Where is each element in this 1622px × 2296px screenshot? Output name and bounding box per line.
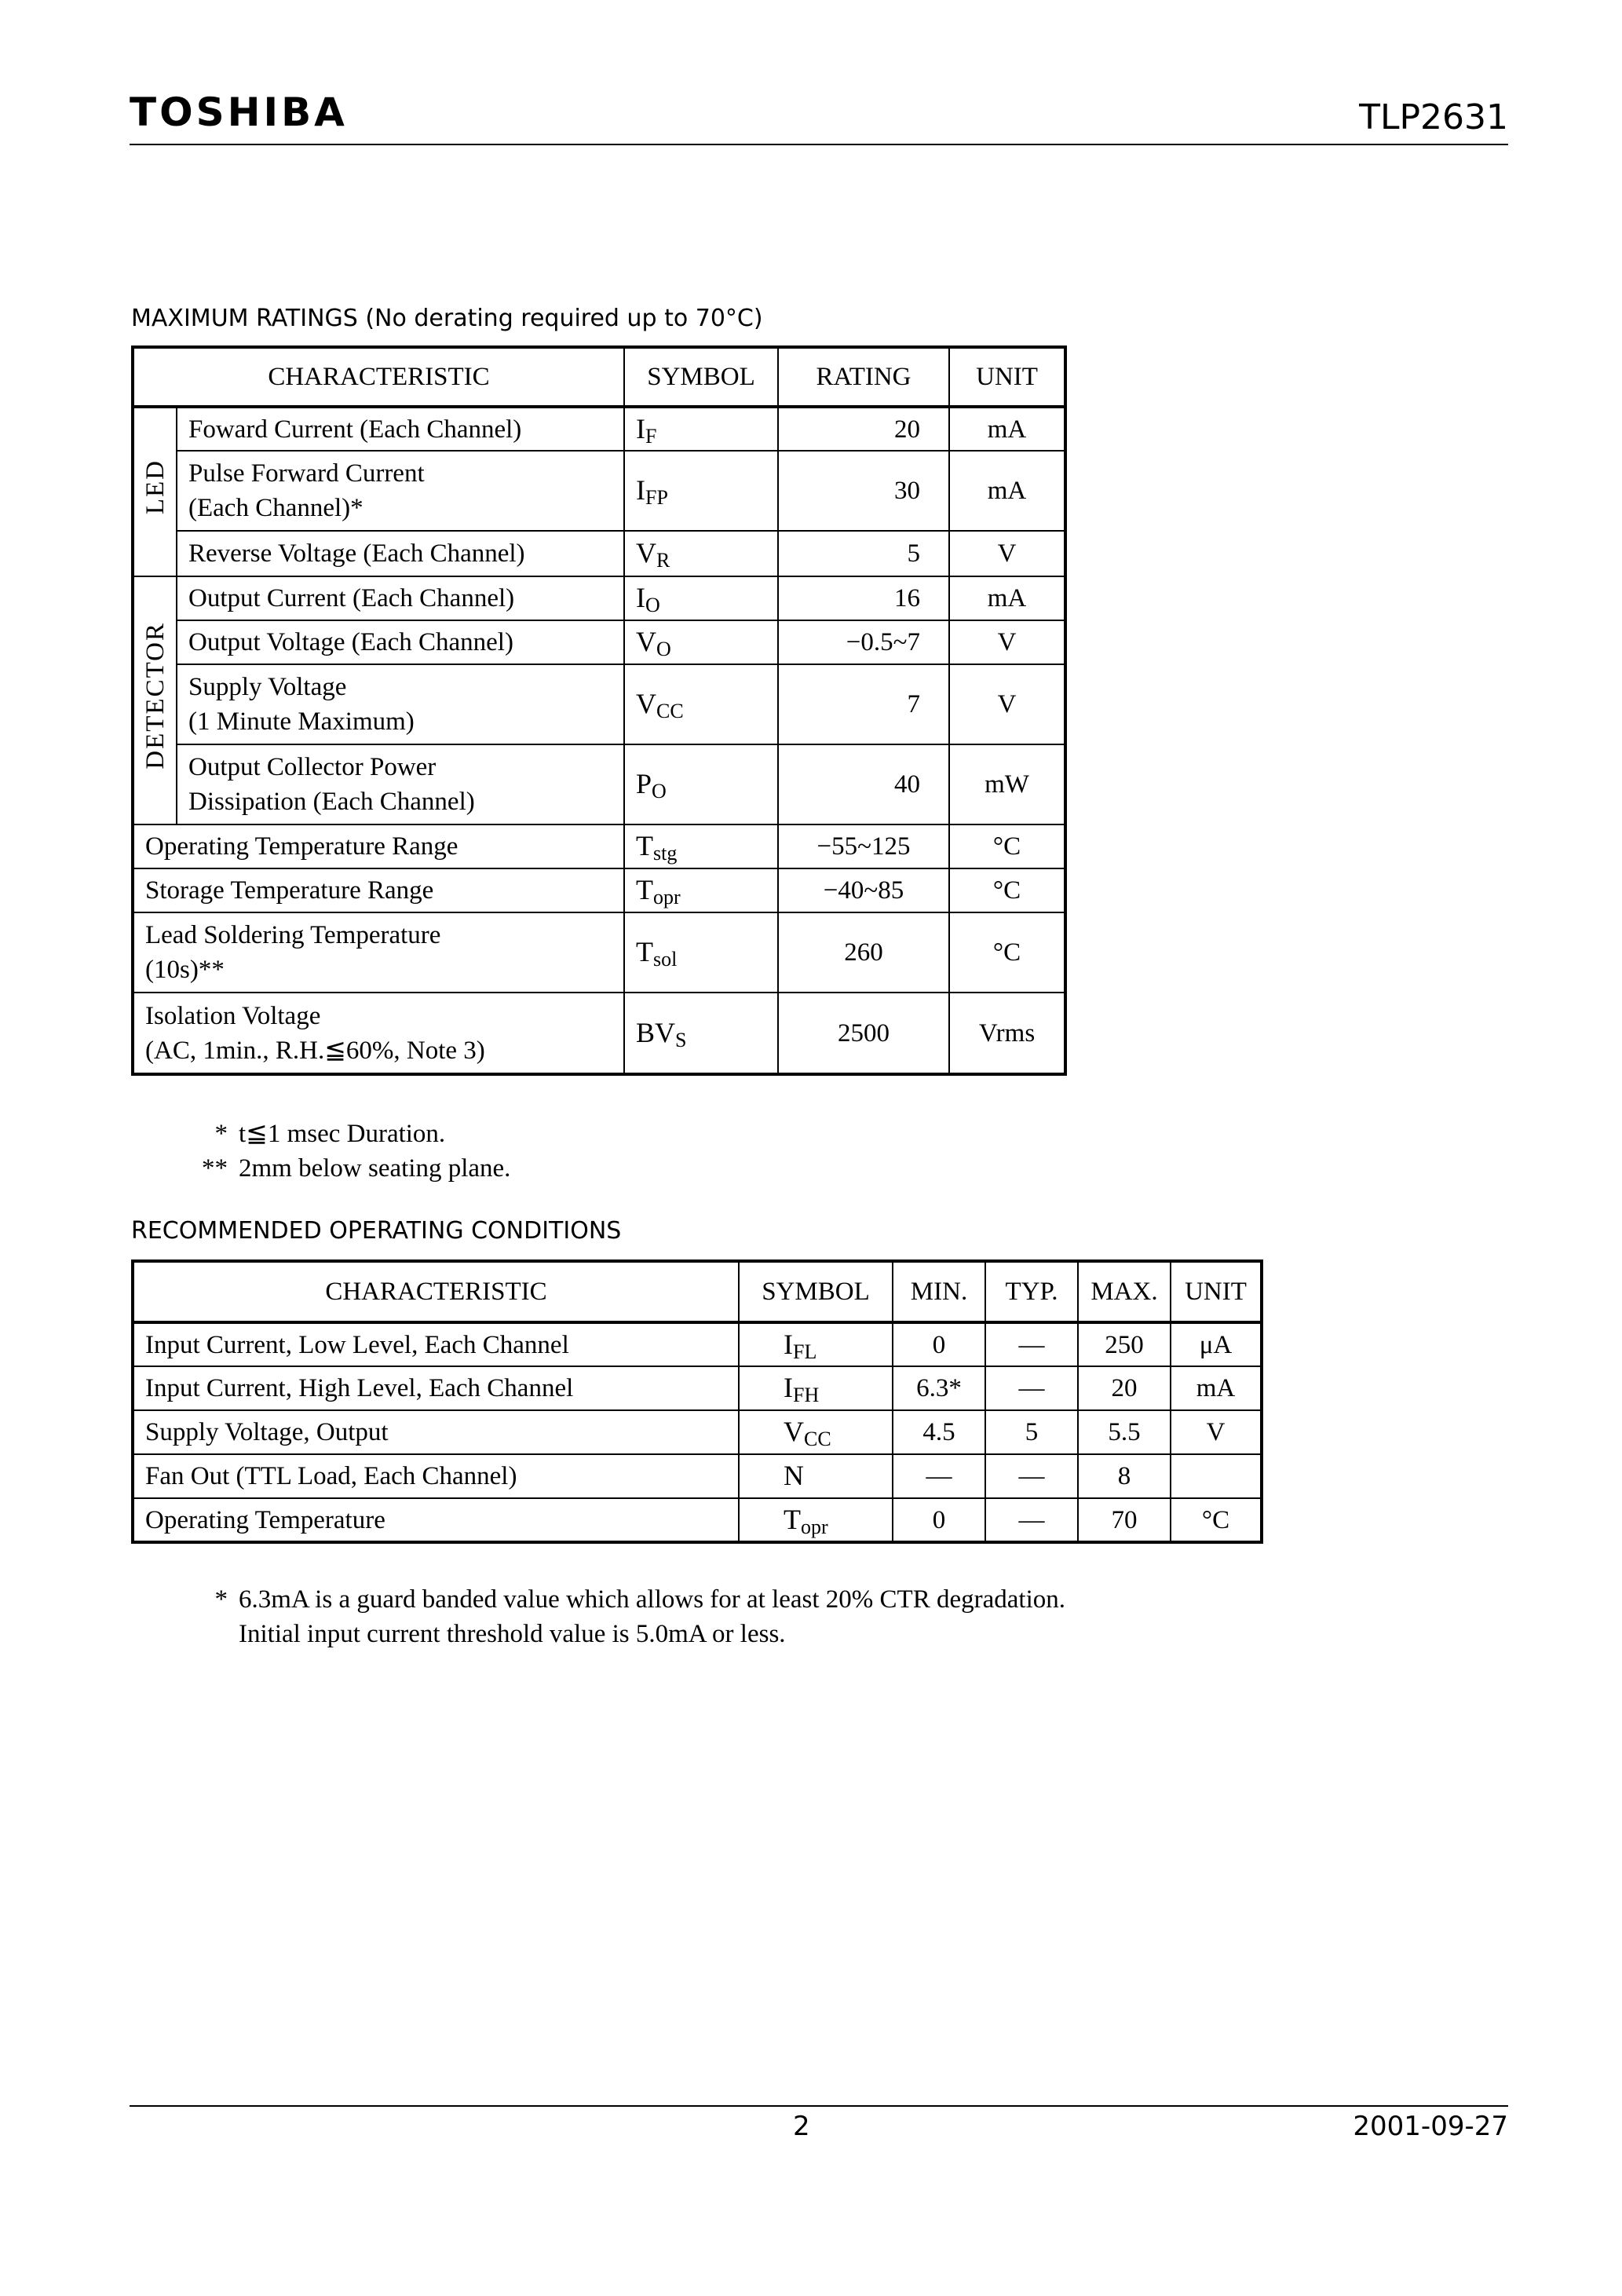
- max: 5.5: [1078, 1410, 1171, 1454]
- col-unit: UNIT: [1171, 1261, 1262, 1322]
- part-number: TLP2631: [1359, 97, 1508, 137]
- min: 0: [893, 1498, 985, 1542]
- symbol: $T_{opr}$: [739, 1498, 893, 1542]
- max: 250: [1078, 1322, 1171, 1366]
- max-ratings-notes: [196, 1117, 510, 1186]
- page-number: 2: [793, 2111, 810, 2142]
- rating: 2500: [778, 993, 949, 1074]
- max-ratings-title: MAXIMUM RATINGS (No derating required up to 70°C): [131, 305, 763, 332]
- rating: 40: [778, 744, 949, 824]
- unit: °C: [1171, 1498, 1262, 1542]
- min: 6.3*: [893, 1366, 985, 1410]
- table-row: [133, 868, 1065, 912]
- unit: V: [949, 531, 1065, 576]
- table-row: [133, 620, 1065, 664]
- characteristic: Input Current, High Level, Each Channel: [133, 1366, 739, 1410]
- min: 4.5: [893, 1410, 985, 1454]
- col-symbol: SYMBOL: [739, 1261, 893, 1322]
- max-ratings-table: [131, 345, 1067, 1076]
- table-row: [133, 824, 1065, 868]
- unit: Vrms: [949, 993, 1065, 1074]
- characteristic: Input Current, Low Level, Each Channel: [133, 1322, 739, 1366]
- table-row: [133, 407, 1065, 451]
- col-max: MAX.: [1078, 1261, 1171, 1322]
- recommended-notes: [196, 1582, 1065, 1651]
- table-row: [133, 1366, 1262, 1410]
- symbol: $I_{FP}$: [624, 451, 778, 531]
- group-detector: DETECTOR: [133, 576, 177, 824]
- characteristic: Output Voltage (Each Channel): [177, 620, 624, 664]
- min: 0: [893, 1322, 985, 1366]
- unit: °C: [949, 824, 1065, 868]
- characteristic: Output Collector Power Dissipation (Each Channel): [177, 744, 624, 824]
- min: —: [893, 1454, 985, 1498]
- footnote: * t≦1 msec Duration.: [214, 1120, 446, 1148]
- unit: mA: [949, 451, 1065, 531]
- unit: V: [949, 620, 1065, 664]
- table-row: [133, 451, 1065, 531]
- brand-logo: TOSHIBA: [130, 90, 348, 135]
- unit: °C: [949, 868, 1065, 912]
- group-led: LED: [133, 407, 177, 576]
- typ: 5: [985, 1410, 1078, 1454]
- symbol: $V_O$: [624, 620, 778, 664]
- table-header-row: [133, 1261, 1262, 1322]
- characteristic: Pulse Forward Current (Each Channel)*: [177, 451, 624, 531]
- symbol: N: [739, 1454, 893, 1498]
- col-symbol: SYMBOL: [624, 347, 778, 407]
- symbol: $BV_S$: [624, 993, 778, 1074]
- footnote: Initial input current threshold value is 5.0mA or less.: [239, 1620, 786, 1648]
- rating: −40~85: [778, 868, 949, 912]
- unit: V: [1171, 1410, 1262, 1454]
- characteristic: Supply Voltage (1 Minute Maximum): [177, 664, 624, 744]
- symbol: $I_F$: [624, 407, 778, 451]
- table-row: [133, 1410, 1262, 1454]
- table-row: [133, 1498, 1262, 1542]
- unit: mA: [1171, 1366, 1262, 1410]
- characteristic: Output Current (Each Channel): [177, 576, 624, 620]
- symbol: $P_O$: [624, 744, 778, 824]
- symbol: $T_{opr}$: [624, 868, 778, 912]
- symbol: $I_{FH}$: [739, 1366, 893, 1410]
- recommended-title: RECOMMENDED OPERATING CONDITIONS: [131, 1217, 622, 1245]
- symbol: $V_{CC}$: [624, 664, 778, 744]
- unit: μA: [1171, 1322, 1262, 1366]
- table-row: [133, 576, 1065, 620]
- typ: —: [985, 1366, 1078, 1410]
- table-row: [133, 744, 1065, 824]
- rating: 30: [778, 451, 949, 531]
- col-characteristic: CHARACTERISTIC: [133, 347, 624, 407]
- rating: 16: [778, 576, 949, 620]
- footnote: * 6.3mA is a guard banded value which allows for at least 20% CTR degradation.: [214, 1585, 1065, 1614]
- max: 8: [1078, 1454, 1171, 1498]
- characteristic: Lead Soldering Temperature (10s)**: [133, 912, 624, 993]
- table-header-row: [133, 347, 1065, 407]
- characteristic: Fan Out (TTL Load, Each Channel): [133, 1454, 739, 1498]
- characteristic: Supply Voltage, Output: [133, 1410, 739, 1454]
- rating: 260: [778, 912, 949, 993]
- table-row: [133, 1454, 1262, 1498]
- symbol: $I_{FL}$: [739, 1322, 893, 1366]
- characteristic: Isolation Voltage (AC, 1min., R.H.≦60%, Note 3): [133, 993, 624, 1074]
- table-row: [133, 531, 1065, 576]
- col-typ: TYP.: [985, 1261, 1078, 1322]
- rating: −0.5~7: [778, 620, 949, 664]
- col-min: MIN.: [893, 1261, 985, 1322]
- table-row: [133, 1322, 1262, 1366]
- footer-date: 2001-09-27: [1353, 2111, 1508, 2142]
- unit: mA: [949, 576, 1065, 620]
- recommended-table: [131, 1260, 1263, 1544]
- rating: −55~125: [778, 824, 949, 868]
- rating: 5: [778, 531, 949, 576]
- characteristic: Storage Temperature Range: [133, 868, 624, 912]
- unit: V: [949, 664, 1065, 744]
- rating: 20: [778, 407, 949, 451]
- col-unit: UNIT: [949, 347, 1065, 407]
- header-rule: [130, 144, 1508, 145]
- max: 20: [1078, 1366, 1171, 1410]
- typ: —: [985, 1498, 1078, 1542]
- typ: —: [985, 1322, 1078, 1366]
- symbol: $V_R$: [624, 531, 778, 576]
- table-row: [133, 912, 1065, 993]
- symbol: $T_{stg}$: [624, 824, 778, 868]
- characteristic: Foward Current (Each Channel): [177, 407, 624, 451]
- col-rating: RATING: [778, 347, 949, 407]
- table-row: [133, 993, 1065, 1074]
- max: 70: [1078, 1498, 1171, 1542]
- symbol: $T_{sol}$: [624, 912, 778, 993]
- col-characteristic: CHARACTERISTIC: [133, 1261, 739, 1322]
- rating: 7: [778, 664, 949, 744]
- symbol: $V_{CC}$: [739, 1410, 893, 1454]
- characteristic: Reverse Voltage (Each Channel): [177, 531, 624, 576]
- unit: mW: [949, 744, 1065, 824]
- unit: mA: [949, 407, 1065, 451]
- typ: —: [985, 1454, 1078, 1498]
- characteristic: Operating Temperature Range: [133, 824, 624, 868]
- characteristic: Operating Temperature: [133, 1498, 739, 1542]
- footnote: ** 2mm below seating plane.: [202, 1154, 511, 1183]
- unit: [1171, 1454, 1262, 1498]
- footer-rule: [130, 2105, 1508, 2107]
- table-row: [133, 664, 1065, 744]
- unit: °C: [949, 912, 1065, 993]
- symbol: $I_O$: [624, 576, 778, 620]
